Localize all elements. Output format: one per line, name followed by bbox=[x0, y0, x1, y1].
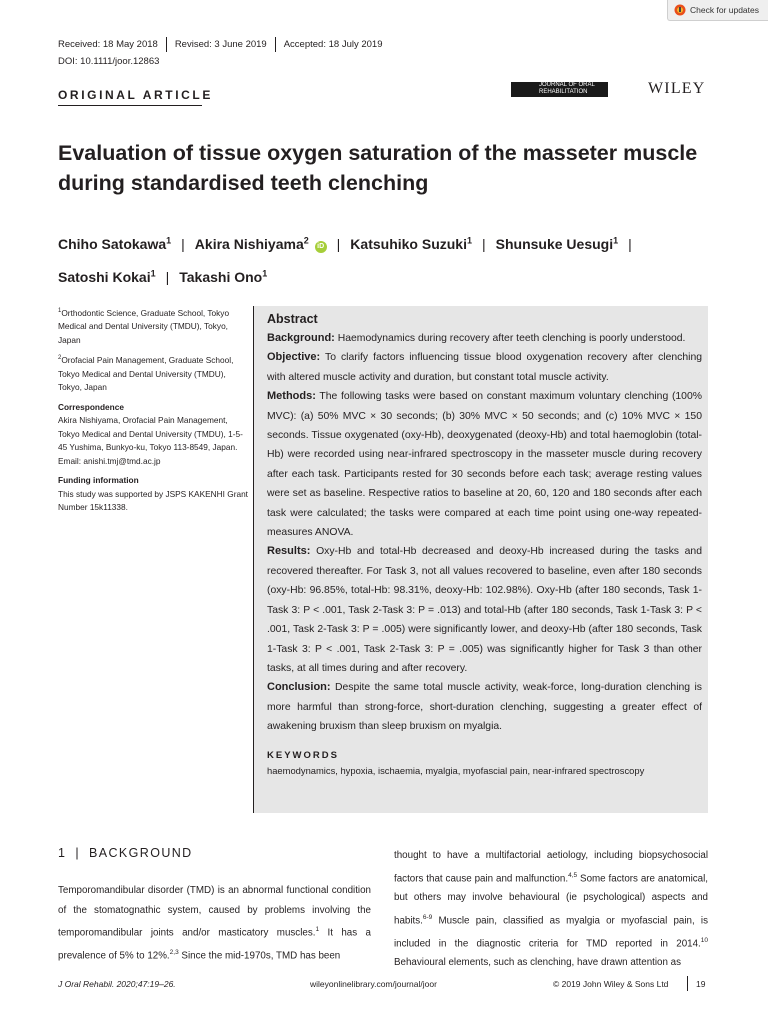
footer-url[interactable]: wileyonlinelibrary.com/journal/joor bbox=[310, 979, 437, 989]
citation-ref[interactable]: 6-9 bbox=[422, 913, 433, 921]
author[interactable]: Shunsuke Uesugi$^1$ bbox=[495, 235, 619, 252]
abstract-results: Results: Oxy-Hb and total-Hb decreased and deoxy-Hb increased during the tasks and recovered thereafter. For Task 3, not all values recovered to baseline, even after 180 seconds (oxy-Hb: 96.85%, total-Hb: 98.31%, deoxy-Hb: 102.98%). Oxy-Hb (after 180 seconds, Task 1-Task 3: P < .001, Task 2-Task 3: P = .013) and total-Hb (after 180 seconds, Task 1-Task 3: P < .001, Task 2-Task 3: P = .005) were significantly lower, and deoxy-Hb (after 180 seconds, Task 1-Task 3: P < .001, Task 2-Task 3: P = .005) was significantly higher for Task 3 than other tasks, at all times during and after recovery. bbox=[267, 545, 702, 674]
section-title: BACKGROUND bbox=[89, 846, 193, 860]
funding-text: This study was supported by JSPS KAKENHI Grant Number 15k11338. bbox=[58, 488, 248, 513]
body-column-right: thought to have a multifactorial aetiology, including biopsychosocial factors that cause pain and malfunction.$^{4,5}$ Some factors are anatomical, but others may involve behavioural (ie psychological) aspects and habits.$^{6-9}$ Muscle pain, classified as myalgia or myofascial pain, is included in the diagnostic criteria for TMD reported in 2014.10 Behavioural elements, such as clenching, have drawn attention as bbox=[394, 850, 709, 969]
author-list: Chiho Satokawa$^1$ | Akira Nishiyama$^2$ iD | Katsuhiko Suzuki$^1$ | Shunsuke Uesugi$^1$ | Satoshi Kokai$^1$ | Takashi Ono$^1$ bbox=[58, 235, 632, 286]
funding-heading: Funding information bbox=[58, 475, 139, 486]
keywords-list: haemodynamics, hypoxia, ischaemia, myalgia, myofascial pain, near-infrared spectroscopy bbox=[267, 764, 645, 776]
abstract-objective: Objective: To clarify factors influencing tissue blood oxygenation recovery after clenching with altered muscle activity and duration, but constant total muscle activity. bbox=[267, 351, 703, 383]
body-column-left: Temporomandibular disorder (TMD) is an abnormal functional condition of the stomatognathic system, caused by problems involving the temporomandibular joints and/or masticatory muscles.$^1$ It has a prevalence of 5% to 12%.$^{2,3}$ Since the mid-1970s, TMD has been bbox=[58, 885, 372, 962]
article-type: ORIGINAL ARTICLE bbox=[58, 88, 213, 102]
journal-logo bbox=[511, 82, 608, 97]
section-number: 1 bbox=[58, 846, 67, 860]
correspondence-heading: Correspondence bbox=[58, 401, 124, 412]
doi: DOI: 10.1111/joor.12863 bbox=[58, 56, 160, 67]
orcid-icon[interactable]: iD bbox=[315, 241, 327, 253]
abstract-methods: Methods: The following tasks were based on constant maximum voluntary clenching (100% MVC): (a) 50% MVC × 30 seconds; (b) 30% MVC × 50 seconds; and (c) 10% MVC × 150 seconds. Tissue oxygenated (oxy-Hb), deoxygenated (deoxy-Hb) and total haemoglobin (total-Hb) were recorded using near-infrared spectroscopy in the masseter muscle during recovery after each task. Participants rested for 30 seconds before each task; average resting values were set as baseline. Respective ratios to baseline at 20, 60, 120 and 180 seconds after each task were calculated; the tasks were compared at each time point using one-way repeated-measures ANOVA. bbox=[267, 390, 702, 539]
citation-ref[interactable]: 2,3 bbox=[169, 948, 179, 956]
accepted-date: Accepted: 18 July 2019 bbox=[283, 39, 383, 50]
author[interactable]: Satoshi Kokai$^1$ bbox=[58, 268, 156, 286]
citation-ref[interactable]: 1 bbox=[315, 926, 320, 933]
affiliations-column bbox=[58, 305, 248, 520]
footer-citation: J Oral Rehabil. 2020;47:19–26. bbox=[58, 979, 176, 989]
revised-date: Revised: 3 June 2019 bbox=[174, 39, 267, 50]
footer-divider bbox=[687, 976, 688, 991]
check-for-updates-label: Check for updates bbox=[690, 5, 759, 15]
publisher-logo: WILEY bbox=[648, 80, 706, 97]
footer-copyright: © 2019 John Wiley & Sons Ltd bbox=[553, 979, 669, 989]
abstract-conclusion: Conclusion: Despite the same total muscle activity, weak-force, long-duration clenching is more harmful than strong-force, short-duration clenching, suggesting a greater effect of awakening bruxism than sleep bruxism on myalgia. bbox=[267, 681, 702, 733]
correspondence-text: Akira Nishiyama, Orofacial Pain Management, Tokyo Medical and Dental University (TMDU), 1-5-45 Yushima, Bunkyo-ku, Tokyo 113-8549, Japan. bbox=[58, 415, 243, 453]
citation-ref[interactable]: 4,5 bbox=[568, 871, 578, 879]
received-date: Received: 18 May 2018 bbox=[58, 39, 158, 50]
page-number: 19 bbox=[696, 979, 706, 989]
author[interactable]: Katsuhiko Suzuki$^1$ bbox=[350, 235, 472, 252]
article-title: Evaluation of tissue oxygen saturation of the masseter muscle during standardised teeth clenching bbox=[58, 141, 698, 195]
affiliation: $^2$Orofacial Pain Management, Graduate School, Tokyo Medical and Dental University (TMDU), Tokyo, Japan bbox=[58, 355, 234, 393]
affiliation: $^1$Orthodontic Science, Graduate School, Tokyo Medical and Dental University (TMDU), Tokyo, Japan bbox=[58, 307, 230, 345]
article-dates bbox=[58, 37, 382, 52]
abstract-heading: Abstract bbox=[267, 312, 318, 326]
citation-ref[interactable]: 10 bbox=[700, 936, 708, 944]
article-type-underline bbox=[58, 105, 202, 106]
section-heading: 1 | BACKGROUND bbox=[58, 846, 193, 860]
author[interactable]: Takashi Ono$^1$ bbox=[179, 268, 268, 286]
author[interactable]: Akira Nishiyama$^2$ iD bbox=[195, 236, 327, 252]
correspondence-email[interactable]: Email: anishi.tmj@tmd.ac.jp bbox=[58, 455, 161, 466]
check-for-updates-button[interactable] bbox=[667, 0, 768, 21]
keywords-heading: KEYWORDS bbox=[267, 749, 339, 761]
journal-logo-line2: REHABILITATION bbox=[539, 89, 588, 95]
date-divider bbox=[166, 37, 167, 52]
author[interactable]: Chiho Satokawa$^1$ bbox=[58, 235, 172, 252]
update-badge-icon bbox=[674, 4, 686, 16]
journal-logo-line1: JOURNAL OF ORAL bbox=[539, 82, 595, 88]
date-divider bbox=[275, 37, 276, 52]
abstract-box bbox=[253, 306, 708, 813]
abstract-background: Background: Haemodynamics during recovery after teeth clenching is poorly understood. bbox=[267, 332, 686, 344]
